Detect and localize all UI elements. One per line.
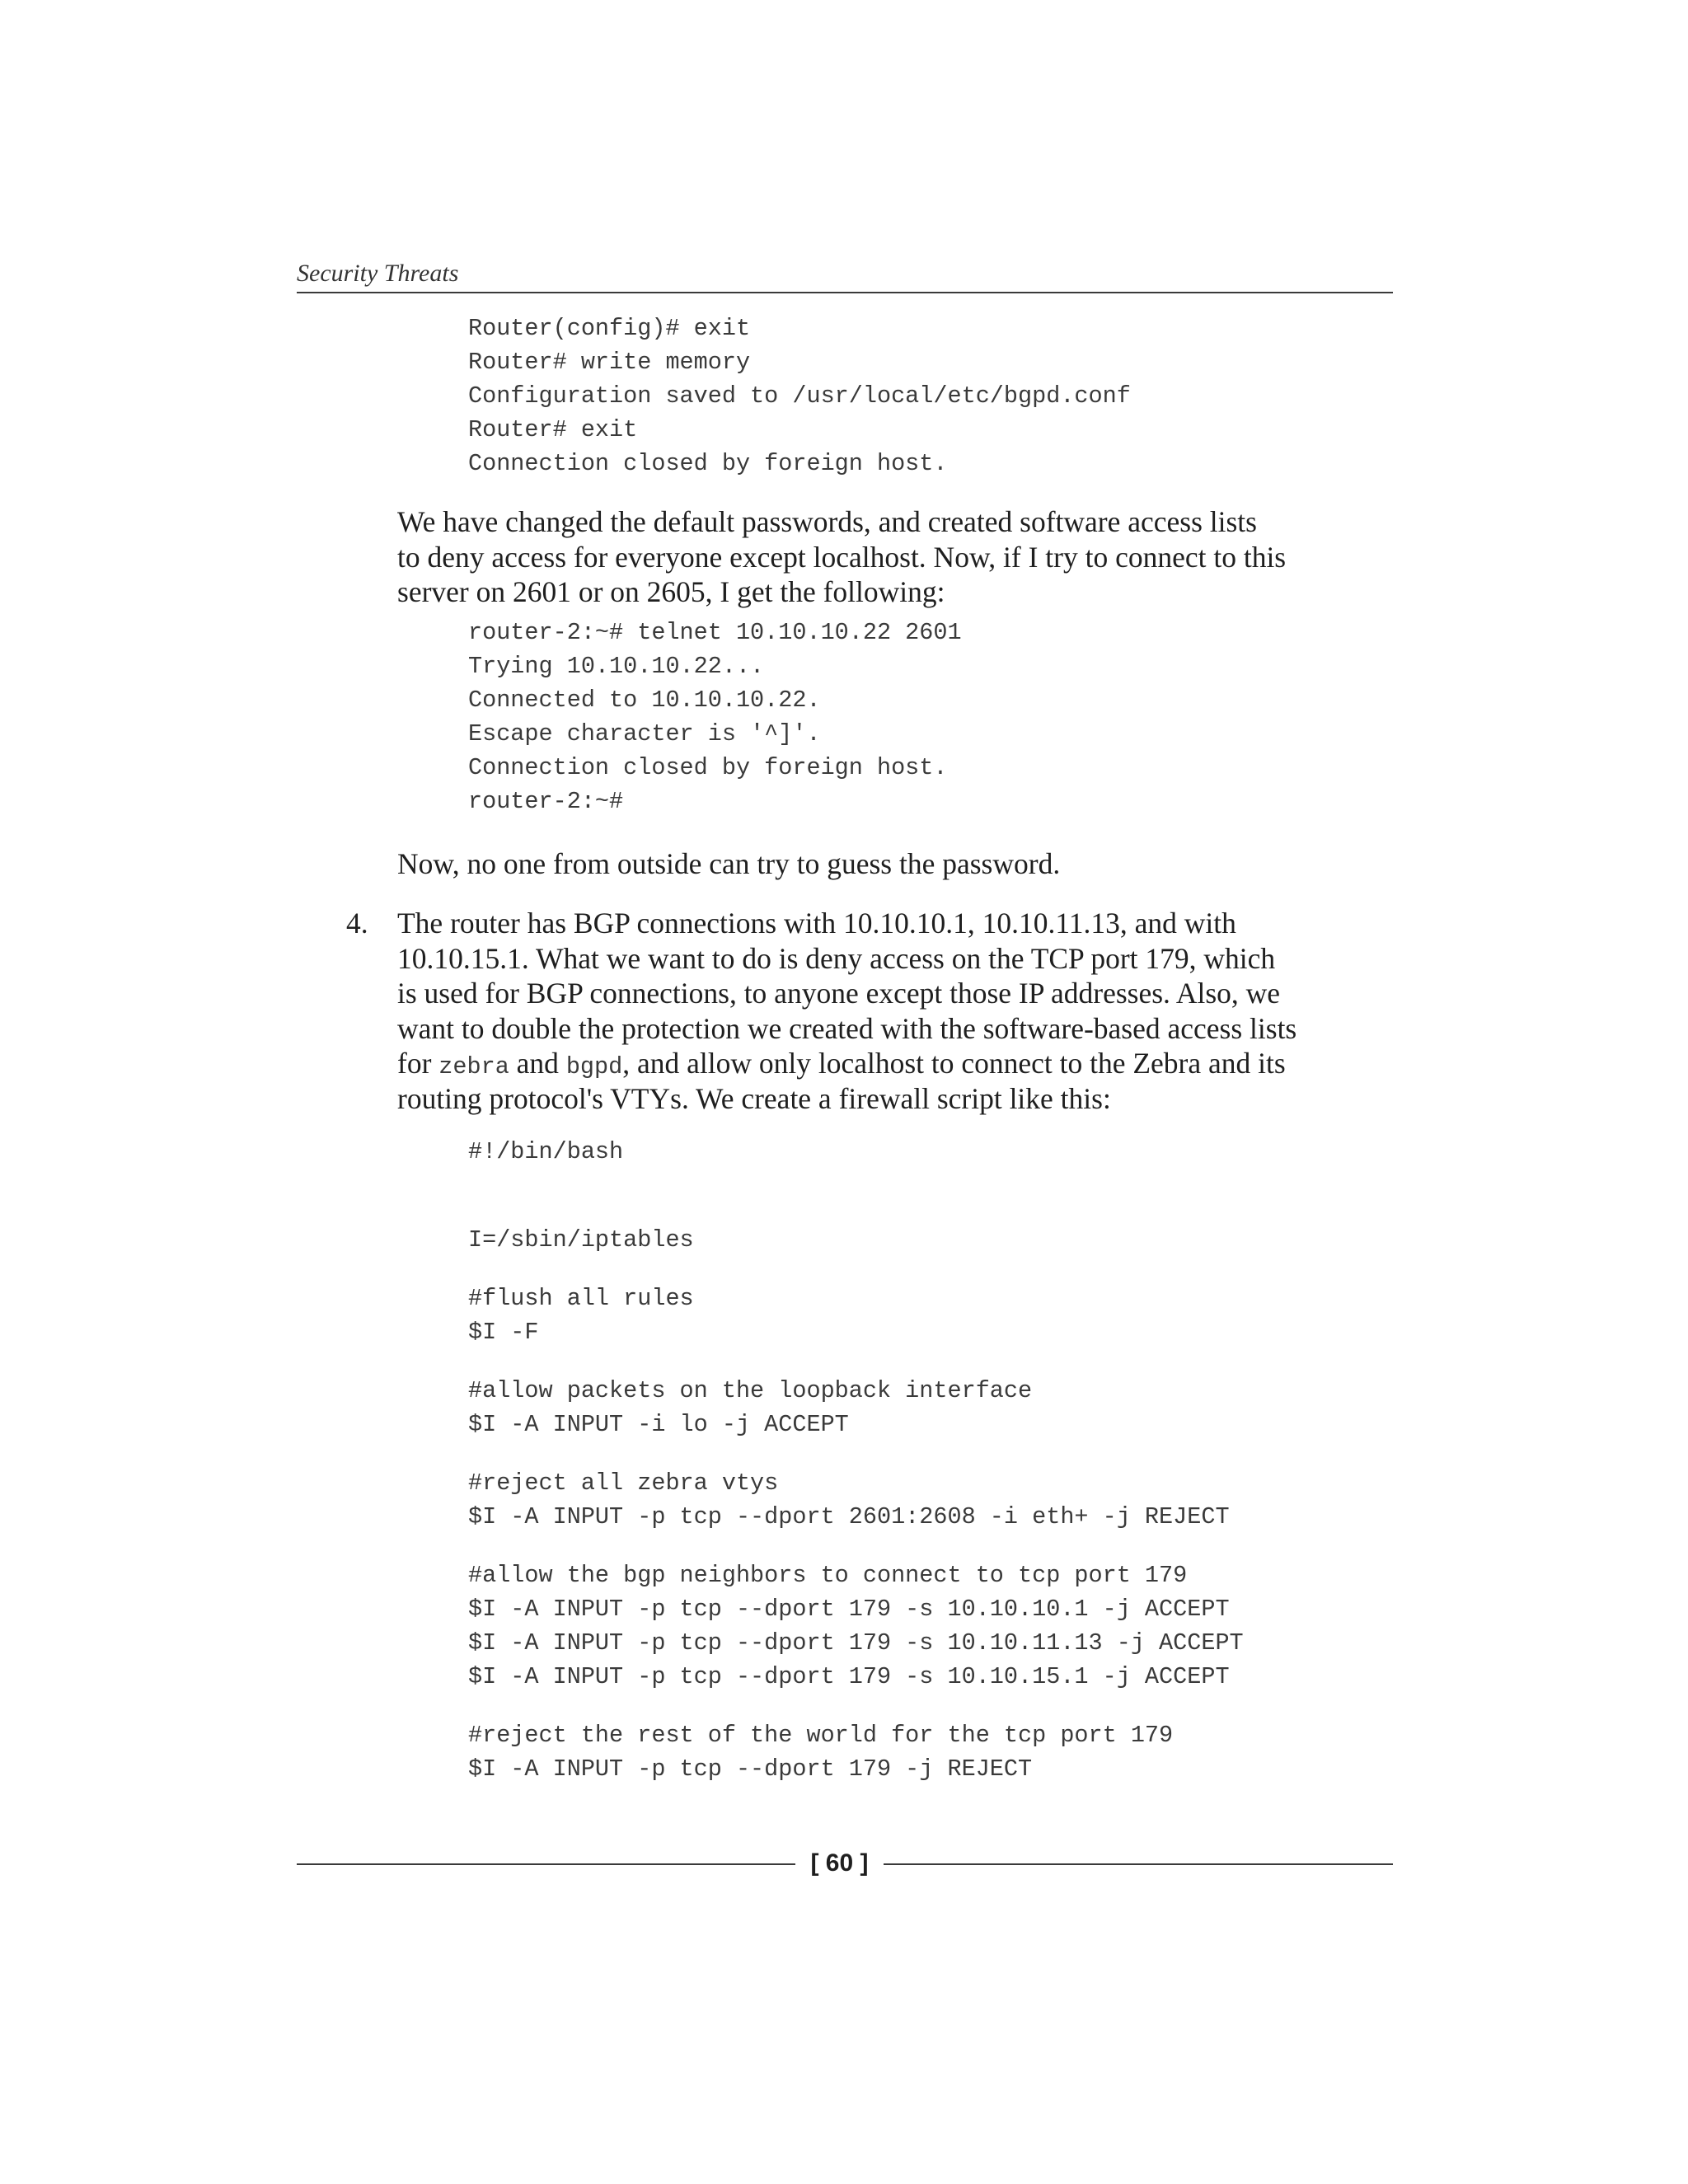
code-line: Router# exit [468, 416, 638, 443]
blank-line [468, 1257, 1244, 1282]
blank-line [468, 1169, 1244, 1223]
list-item-text [397, 906, 1395, 1116]
paragraph-passwords [397, 504, 1395, 610]
header-rule [297, 292, 1393, 293]
list-item-number: 4. [346, 907, 368, 940]
code-line: Escape character is '^]'. [468, 720, 821, 748]
code-block-firewall-script [468, 1135, 1244, 1786]
code-line: $I -F [468, 1319, 539, 1346]
code-line: $I -A INPUT -p tcp --dport 179 -s 10.10.10.1 -j ACCEPT [468, 1596, 1230, 1623]
code-line: $I -A INPUT -p tcp --dport 179 -j REJECT [468, 1755, 1033, 1783]
text-fragment: , and allow only localhost to connect to the Zebra and its [622, 1047, 1286, 1080]
paragraph-line: 10.10.15.1. What we want to do is deny access on the TCP port 179, which [397, 941, 1276, 975]
footer-rule-right [884, 1863, 1393, 1865]
code-block-telnet [468, 616, 962, 818]
paragraph-line: Now, no one from outside can try to guess the password. [397, 847, 1061, 880]
footer-rule-left [297, 1863, 795, 1865]
code-line: $I -A INPUT -p tcp --dport 179 -s 10.10.15.1 -j ACCEPT [468, 1663, 1230, 1690]
code-line: Router(config)# exit [468, 315, 751, 342]
paragraph-line: We have changed the default passwords, and created software access lists [397, 505, 1257, 538]
code-line: router-2:~# telnet 10.10.10.22 2601 [468, 619, 962, 646]
code-line: $I -A INPUT -p tcp --dport 179 -s 10.10.11.13 -j ACCEPT [468, 1629, 1244, 1657]
code-line: Connection closed by foreign host. [468, 754, 948, 781]
blank-line [468, 1694, 1244, 1718]
blank-line [468, 1534, 1244, 1558]
code-line: $I -A INPUT -i lo -j ACCEPT [468, 1411, 849, 1438]
paragraph-line: routing protocol's VTYs. We create a firewall script like this: [397, 1081, 1111, 1115]
paragraph-line: The router has BGP connections with 10.10.10.1, 10.10.11.13, and with [397, 907, 1236, 940]
text-fragment: and [509, 1047, 566, 1080]
code-line: Connection closed by foreign host. [468, 450, 948, 477]
running-head: Security Threats [297, 260, 459, 287]
code-block-router-config [468, 312, 1131, 480]
blank-line [468, 1441, 1244, 1466]
code-line: router-2:~# [468, 788, 624, 815]
inline-code-zebra: zebra [438, 1053, 509, 1080]
code-comment: #allow the bgp neighbors to connect to tcp port 179 [468, 1562, 1188, 1589]
paragraph-line: server on 2601 or on 2605, I get the following: [397, 575, 945, 608]
code-comment: #allow packets on the loopback interface [468, 1377, 1033, 1404]
blank-line [468, 1349, 1244, 1374]
inline-code-bgpd: bgpd [565, 1053, 623, 1080]
code-comment: #flush all rules [468, 1285, 694, 1312]
code-line: I=/sbin/iptables [468, 1226, 694, 1254]
code-line: $I -A INPUT -p tcp --dport 2601:2608 -i eth+ -j REJECT [468, 1503, 1230, 1530]
paragraph-line: want to double the protection we created with the software-based access lists [397, 1011, 1297, 1045]
paragraph-password-guess [397, 846, 1395, 882]
code-line: Router# write memory [468, 349, 751, 376]
code-line: #!/bin/bash [468, 1138, 624, 1165]
paragraph-line: is used for BGP connections, to anyone except those IP addresses. Also, we [397, 977, 1281, 1010]
paragraph-line [397, 1046, 1395, 1081]
code-comment: #reject all zebra vtys [468, 1469, 779, 1497]
page-number: [ 60 ] [810, 1849, 869, 1877]
text-fragment: for [397, 1047, 439, 1080]
code-line: Trying 10.10.10.22... [468, 653, 765, 680]
code-line: Connected to 10.10.10.22. [468, 687, 821, 714]
paragraph-line: to deny access for everyone except localhost. Now, if I try to connect to this [397, 540, 1287, 574]
code-line: Configuration saved to /usr/local/etc/bgpd.conf [468, 382, 1131, 410]
code-comment: #reject the rest of the world for the tcp port 179 [468, 1722, 1174, 1749]
